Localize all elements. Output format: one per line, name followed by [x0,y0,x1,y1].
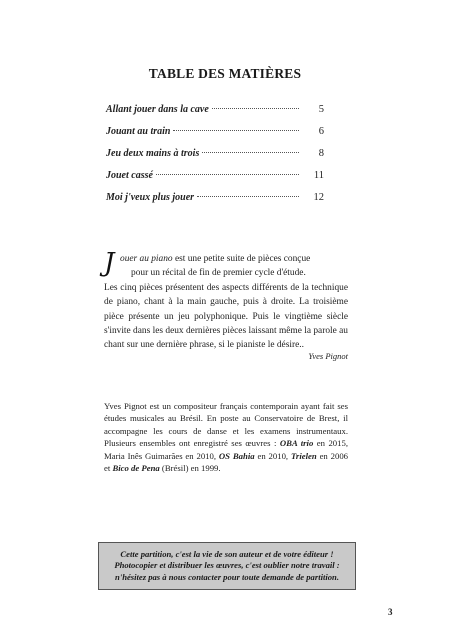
toc-entry-page: 12 [313,192,324,203]
bio-text: en 2010, [254,450,291,461]
intro-paragraph [104,248,348,353]
recording-title: Trielen [290,450,317,461]
toc-leader-dots [173,130,299,131]
toc-entry-page: 11 [313,170,324,181]
toc-leader-dots [197,196,299,197]
toc-entry-page: 8 [318,148,324,159]
toc-entry-title: Jouet cassé [106,170,153,181]
page-number: 3 [388,607,393,617]
bio-text: en 2015, Maria Inês Guimarães en 2010, [104,438,348,461]
toc-entry-title: Moi j'veux plus jouer [106,192,195,203]
signature: Yves Pignot [308,351,348,361]
intro-line-2: pour un récital de fin de premier cycle d'étude. [131,268,306,279]
table-of-contents [106,104,324,214]
intro-line-1 [104,252,348,266]
notice-line: n'hésitez pas à nous contacter pour toute demande de partition. [115,571,339,582]
intro-body: Les cinq pièces présentent des aspects différents de la technique de piano, chant à la main gauche, puis à droite. La troisième pièce présente un jeu polyphonique. Puis le vingtième siècle s'invite dans les deux dernières pièces laissant même la parole au chant sur une dernière phrase, si le pianiste le désire.. [104,282,348,351]
notice-line: Cette partition, c'est la vie de son auteur et de votre éditeur ! [120,548,334,559]
composer-bio [104,400,348,474]
recording-title: Bico de Pena [112,463,160,474]
toc-entry-page: 5 [318,104,324,115]
recording-title: OS Bahia [218,450,255,461]
bio-text: (Brésil) en 1999. [159,463,221,474]
copyright-notice-box [98,542,356,590]
toc-entry [106,104,324,126]
toc-leader-dots [156,174,299,175]
bio-text: Yves Pignot est un compositeur français contemporain ayant fait ses études musicales au Brésil. En poste au Conservatoire de Brest, il accompagne les cours de danse et les examens instrumentaux. Plusieurs ensembles ont enregistré ses œuvres : [104,401,348,449]
toc-entry [106,170,324,192]
drop-cap: J [104,248,115,278]
toc-entry-page: 6 [318,126,324,137]
toc-entry-title: Allant jouer dans la cave [106,104,209,115]
bio-text: en 2006 et [104,450,349,474]
work-title: ouer au piano [120,254,173,264]
toc-entry-title: Jeu deux mains à trois [106,148,200,159]
toc-title: TABLE DES MATIÈRES [148,66,302,81]
recording-title: OBA trio [279,438,314,449]
toc-entry [106,148,324,170]
intro-text: est une petite suite de pièces conçue [172,254,311,264]
toc-leader-dots [202,152,299,153]
toc-entry [106,192,324,214]
toc-leader-dots [212,108,299,109]
toc-entry-title: Jouant au train [106,126,171,137]
notice-line: Photocopier et distribuer les œuvres, c'est oublier notre travail : [114,560,340,571]
toc-entry [106,126,324,148]
